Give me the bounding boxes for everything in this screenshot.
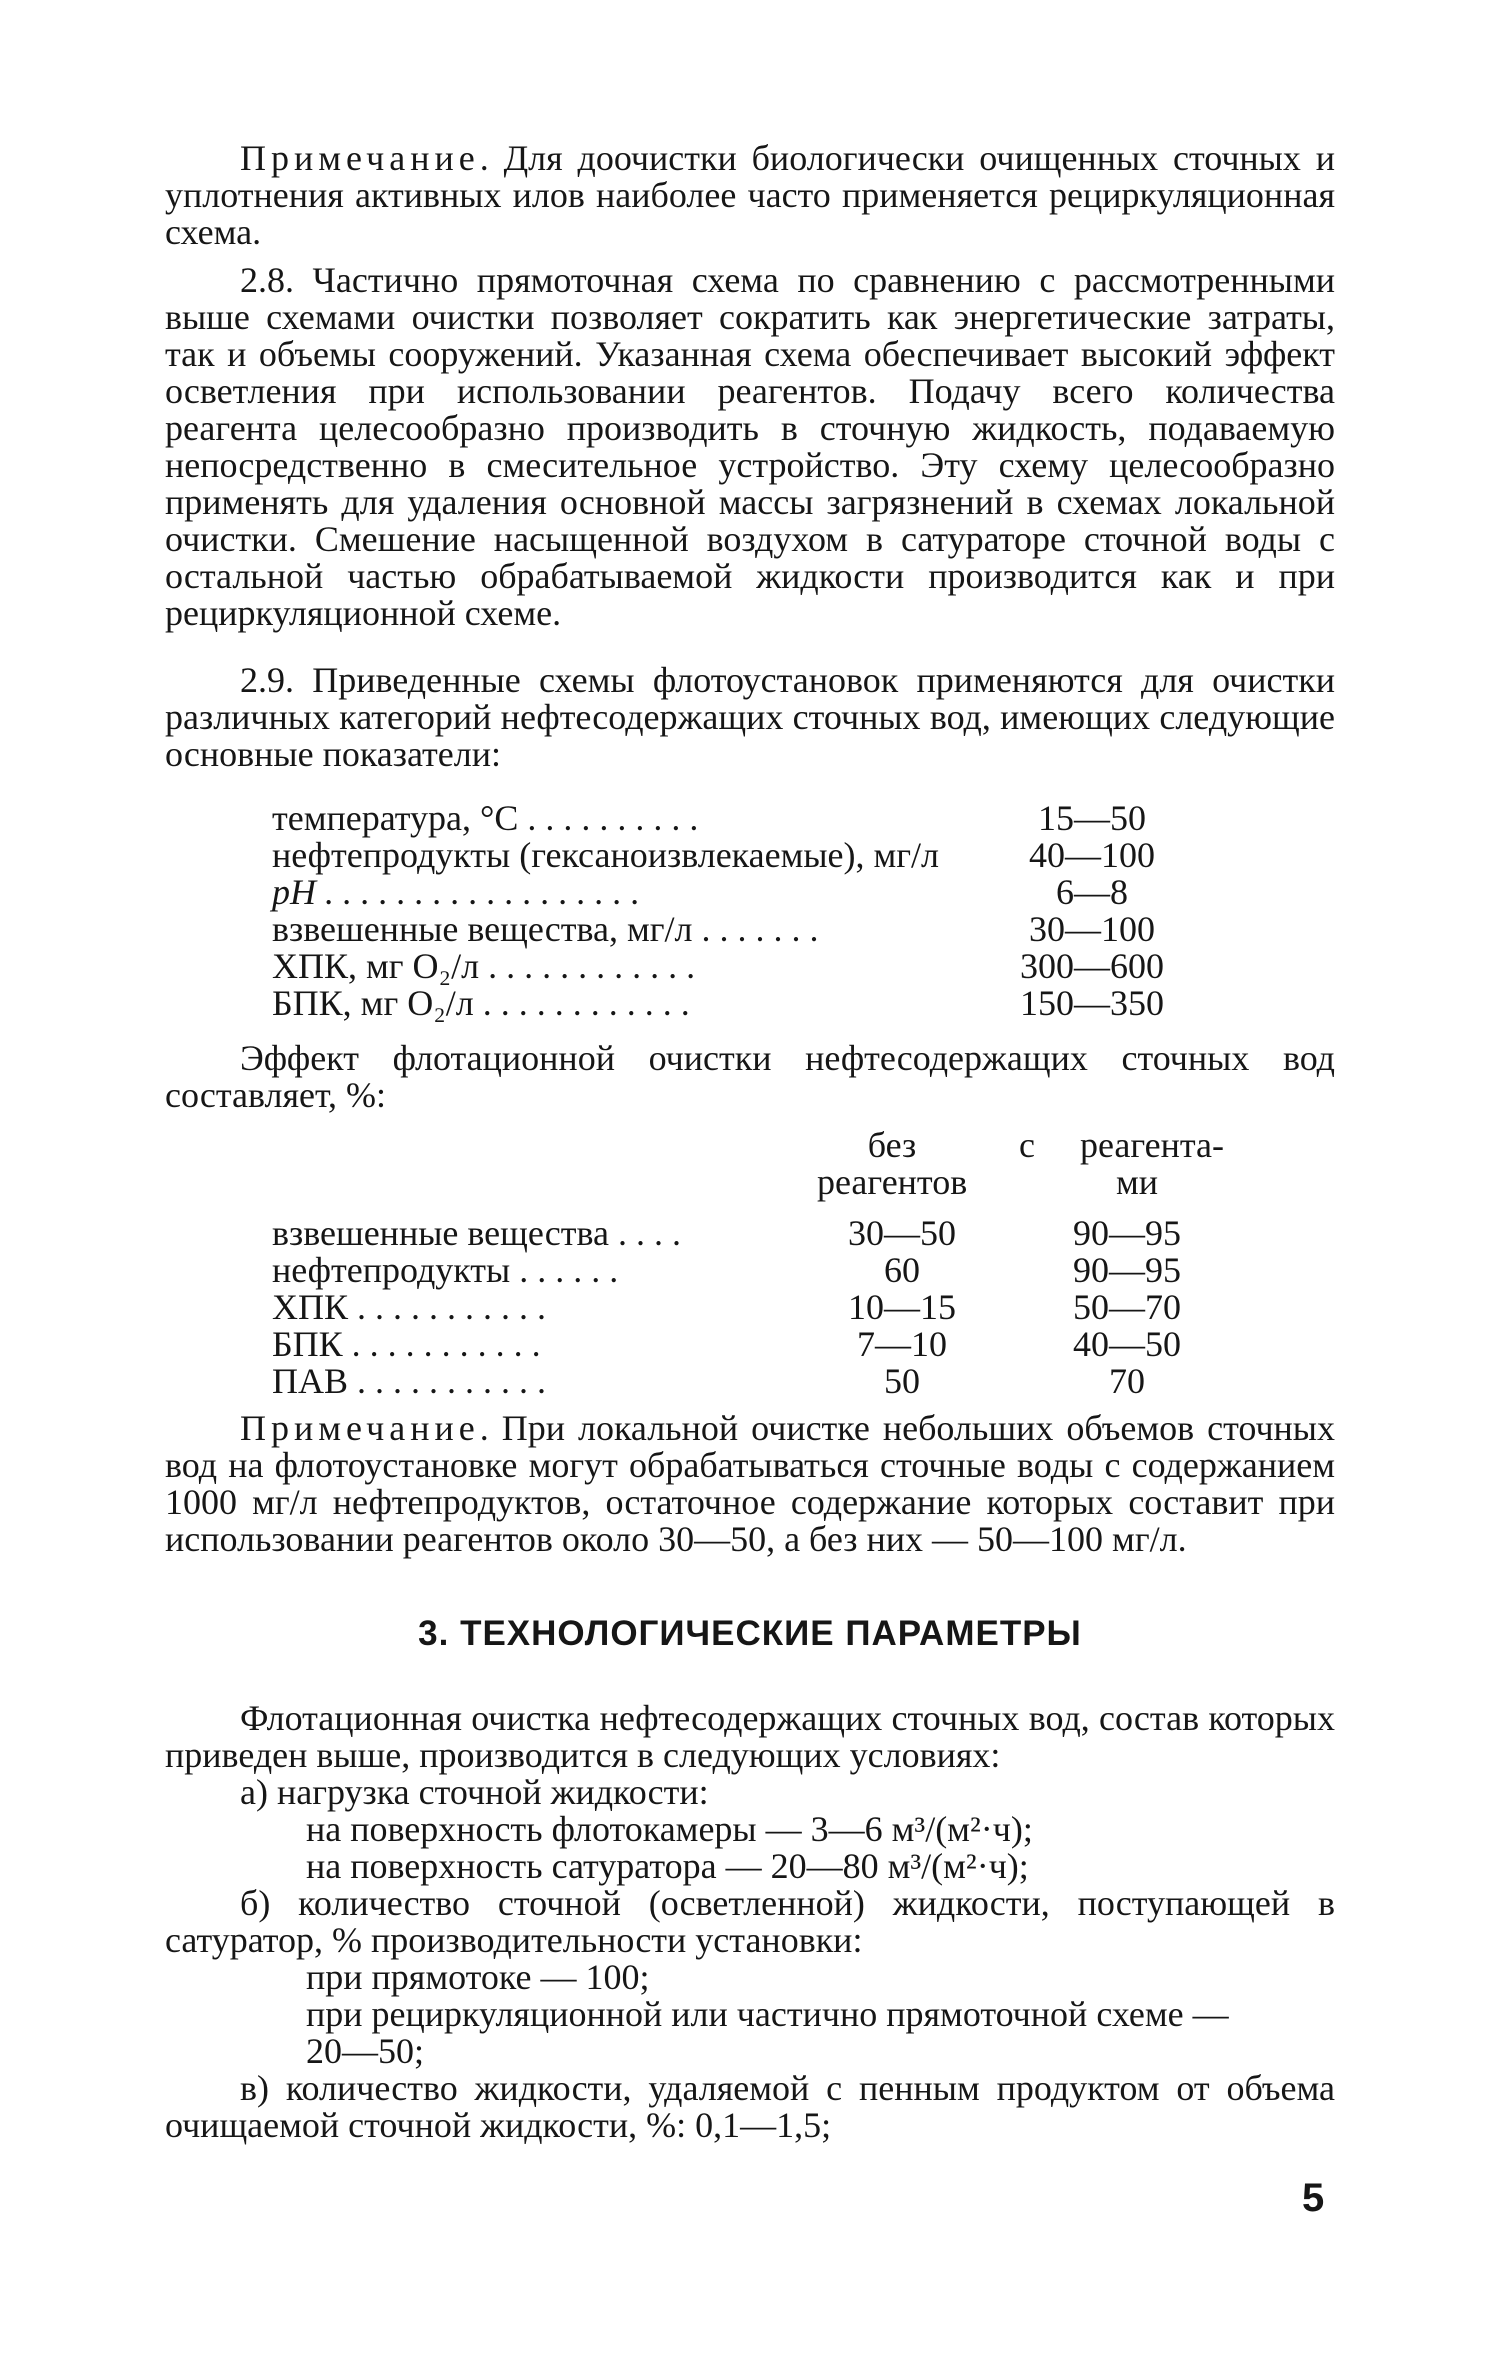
- effect-label: ХПК . . . . . . . . . . .: [272, 1287, 547, 1327]
- effect-label: ПАВ . . . . . . . . . . .: [272, 1361, 547, 1401]
- effect-without: 10—15: [848, 1287, 956, 1327]
- indicator-label: ХПК, мг O₂/л . . . . . . . . . . . .: [272, 946, 696, 986]
- condition-v: [165, 2070, 1335, 2144]
- note-2-text: . При локальной очистке небольших объемов сточных вод на флотоустановке могут обрабатываться сточные воды с содержанием 1000 мг/л нефтепродуктов, остаточное содержание которых составит при использовании реагентов около 30—50, а без них — 50—100 мг/л.: [165, 1408, 1335, 1559]
- paragraph-2-9-text: 2.9. Приведенные схемы флотоустановок применяются для очистки различных категорий нефтесодержащих сточных вод, имеющих следующие основные показатели:: [165, 660, 1335, 774]
- condition-b-1: при прямотоке — 100;: [306, 1957, 650, 1997]
- indicator-label: взвешенные вещества, мг/л . . . . . . .: [272, 909, 819, 949]
- note-1-text: . Для доочистки биологически очищенных сточных и уплотнения активных илов наиболее часто применяется рециркуляционная схема.: [165, 138, 1335, 252]
- effect-without: 60: [884, 1250, 920, 1290]
- effect-label: нефтепродукты . . . . . .: [272, 1250, 619, 1290]
- condition-b-2-line1: при рециркуляционной или частично прямоточной схеме —: [306, 1994, 1229, 2034]
- indicator-value: 15—50: [1038, 798, 1146, 838]
- header-without-line2: реагентов: [817, 1162, 968, 1202]
- indicator-label: БПК, мг O₂/л . . . . . . . . . . . .: [272, 983, 690, 1023]
- header-with-line2: ми: [1115, 1162, 1159, 1202]
- effect-without: 30—50: [848, 1213, 956, 1253]
- condition-b: [165, 1885, 1335, 1959]
- header-with-line1: реагента-: [1079, 1125, 1225, 1165]
- section-title: 3. ТЕХНОЛОГИЧЕСКИЕ ПАРАМЕТРЫ: [418, 1614, 1082, 1653]
- section-3-intro-text: Флотационная очистка нефтесодержащих сточных вод, состав которых приведен выше, производится в следующих условиях:: [165, 1698, 1335, 1775]
- condition-b-2-line2: 20—50;: [306, 2031, 425, 2071]
- note-2: [165, 1410, 1335, 1558]
- note-1: [165, 140, 1335, 251]
- effect-intro: [165, 1040, 1335, 1114]
- indicator-value: 40—100: [1029, 835, 1155, 875]
- note-2-label: Примечание: [240, 1408, 480, 1448]
- effect-with: 90—95: [1073, 1213, 1181, 1253]
- indicator-value: 30—100: [1029, 909, 1155, 949]
- effect-without: 7—10: [857, 1324, 947, 1364]
- effect-with: 40—50: [1073, 1324, 1181, 1364]
- indicator-value: 6—8: [1056, 872, 1128, 912]
- indicator-value: 300—600: [1020, 946, 1164, 986]
- note-1-label: Примечание: [240, 138, 480, 178]
- effect-label: взвешенные вещества . . . .: [272, 1213, 681, 1253]
- effect-label: БПК . . . . . . . . . . .: [272, 1324, 541, 1364]
- header-without-line1: без: [867, 1125, 917, 1165]
- page-number: 5: [1302, 2176, 1325, 2220]
- paragraph-2-8-text: 2.8. Частично прямоточная схема по сравнению с рассмотренными выше схемами очистки позволяет сократить как энергетические затраты, так и объемы сооружений. Указанная схема обеспечивает высокий эффект осветления при использовании реагентов. Подачу всего количества реагента целесообразно производить в сточную жидкость, подаваемую непосредственно в смесительное устройство. Эту схему целесообразно применять для удаления основной массы загрязнений в схемах локальной очистки. Смешение насыщенной воздухом в сатураторе сточной воды с остальной частью обрабатываемой жидкости производится как и при рециркуляционной схеме.: [165, 260, 1335, 633]
- indicator-label: температура, °С . . . . . . . . . .: [272, 798, 699, 838]
- effect-intro-text: Эффект флотационной очистки нефтесодержащих сточных вод составляет, %:: [165, 1038, 1335, 1115]
- effect-with: 70: [1109, 1361, 1145, 1401]
- effect-table: [272, 1127, 1272, 1407]
- indicator-label: pH . . . . . . . . . . . . . . . . . .: [272, 872, 640, 912]
- condition-a-2: на поверхность сатуратора — 20—80 м³/(м²·ч);: [306, 1846, 1029, 1886]
- effect-with: 50—70: [1073, 1287, 1181, 1327]
- condition-v-text: в) количество жидкости, удаляемой с пенным продуктом от объема очищаемой сточной жидкости, %: 0,1—1,5;: [165, 2068, 1335, 2145]
- effect-without: 50: [884, 1361, 920, 1401]
- indicators-table: [272, 800, 1222, 1030]
- paragraph-2-8: [165, 262, 1335, 632]
- indicator-value: 150—350: [1020, 983, 1164, 1023]
- paragraph-2-9: [165, 662, 1335, 773]
- effect-with: 90—95: [1073, 1250, 1181, 1290]
- header-with-prep: с: [1019, 1125, 1035, 1165]
- condition-a: а) нагрузка сточной жидкости:: [240, 1772, 709, 1812]
- condition-a-1: на поверхность флотокамеры — 3—6 м³/(м²·ч);: [306, 1809, 1033, 1849]
- section-3-intro: [165, 1700, 1335, 1774]
- condition-b-text: б) количество сточной (осветленной) жидкости, поступающей в сатуратор, % производительности установки:: [165, 1883, 1335, 1960]
- indicator-label: нефтепродукты (гексаноизвлекаемые), мг/л: [272, 835, 940, 875]
